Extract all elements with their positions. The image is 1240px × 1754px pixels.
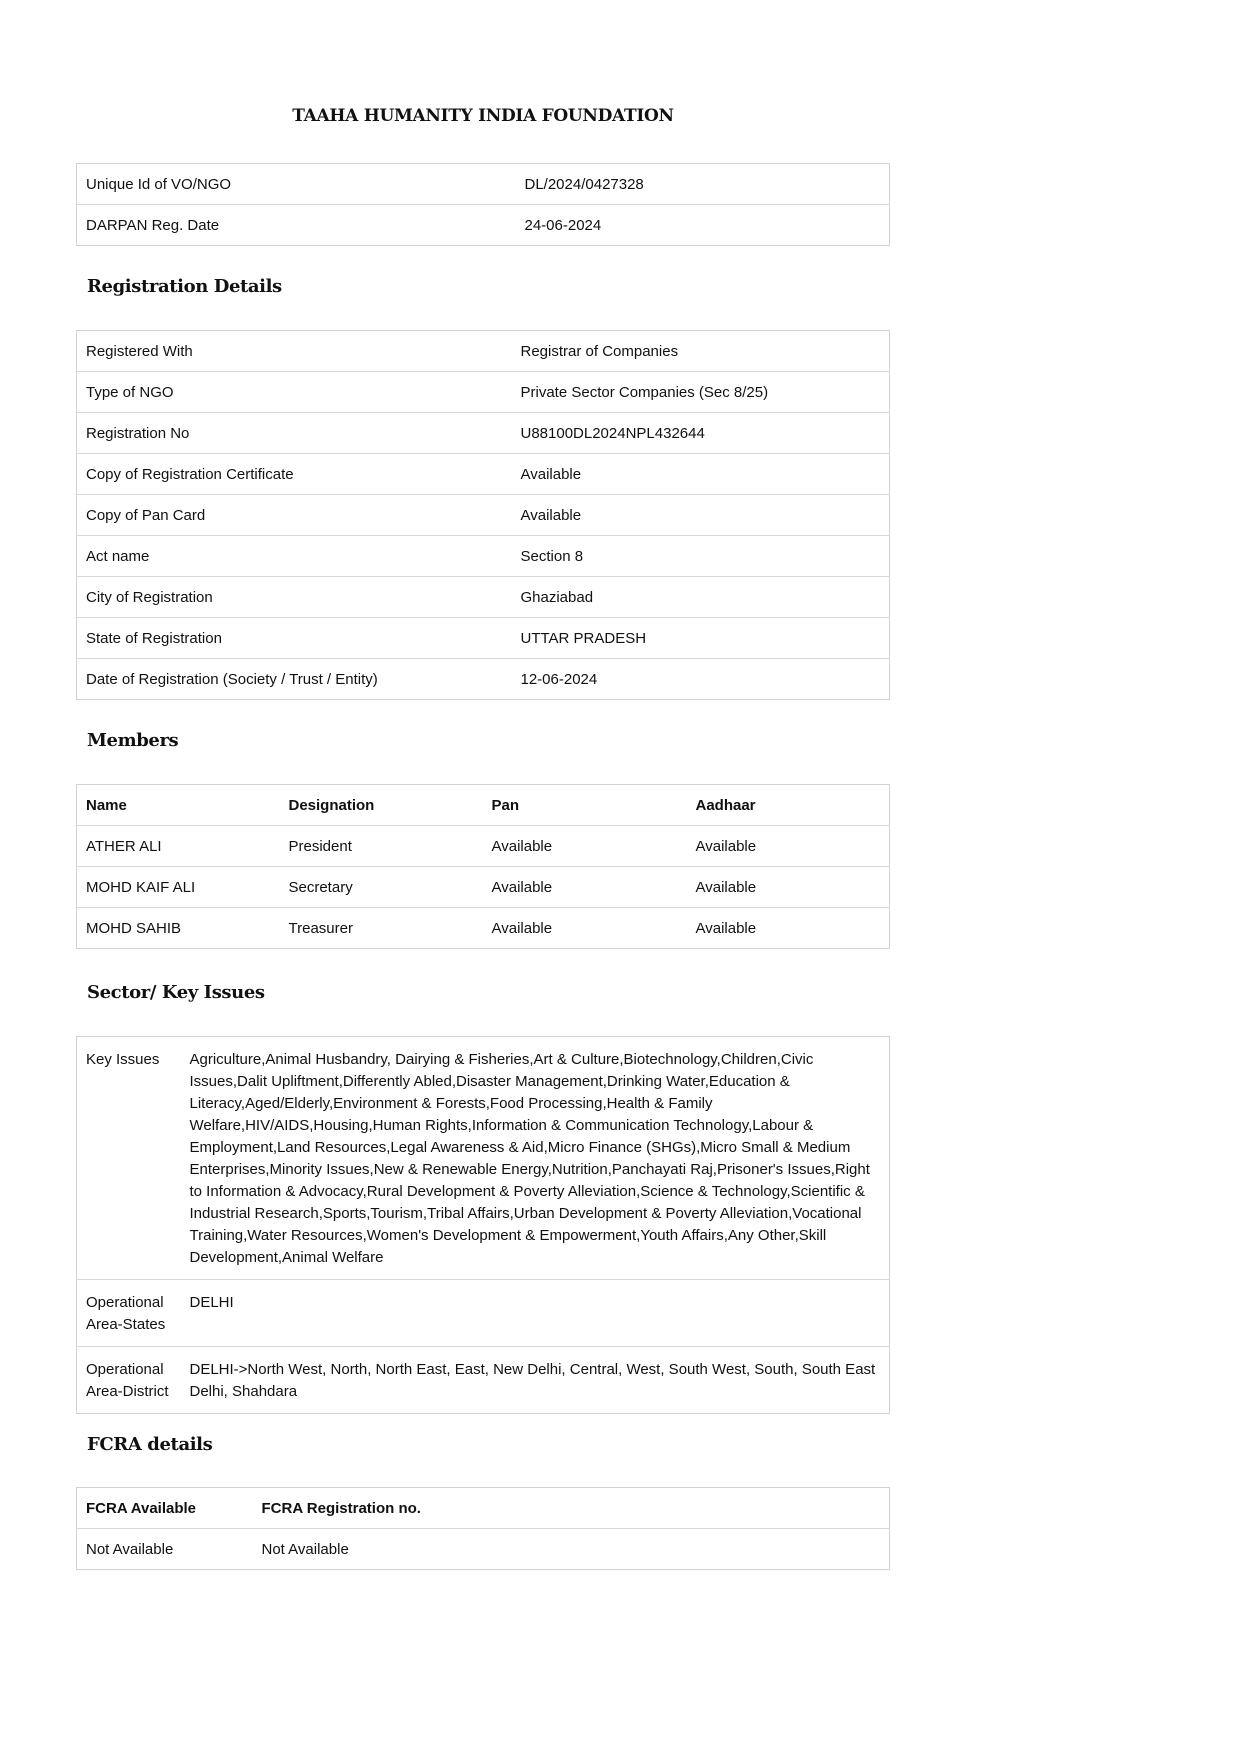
- table-header-row: [77, 1488, 890, 1529]
- registration-table: [76, 330, 890, 700]
- cell-value: UTTAR PRADESH: [512, 618, 890, 659]
- table-row: [77, 331, 890, 372]
- table-row: [77, 618, 890, 659]
- cell-label: City of Registration: [77, 577, 512, 618]
- cell-label: Registered With: [86, 342, 193, 360]
- cell-value: Registrar of Companies: [520, 342, 679, 360]
- column-header-aadhaar: Aadhaar: [695, 796, 756, 814]
- operational-states-value: DELHI: [181, 1280, 890, 1347]
- cell-value: Available: [512, 495, 890, 536]
- fcra-available-value: Not Available: [77, 1529, 253, 1570]
- column-header-fcra-registration-no: FCRA Registration no.: [261, 1499, 421, 1517]
- operational-states-label: Operational Area-States: [77, 1280, 181, 1347]
- table-row: [77, 826, 890, 867]
- table-row: [77, 1347, 890, 1414]
- key-issues-value: Agriculture,Animal Husbandry, Dairying & Fisheries,Art & Culture,Biotechnology,Children,Civic Issues,Dalit Upliftment,Differently Abled,Disaster Management,Drinking Water,Education & Literacy,Aged/Elderly,Environment & Forests,Food Processing,Health & Family Welfare,HIV/AIDS,Housing,Human Rights,Information & Communication Technology,Labour & Employment,Land Resources,Legal Awareness & Aid,Micro Finance (SHGs),Micro Small & Medium Enterprises,Minority Issues,New & Renewable Energy,Nutrition,Panchayati Raj,Prisoner's Issues,Right to Information & Advocacy,Rural Development & Poverty Alleviation,Science & Technology,Scientific & Industrial Research,Sports,Tourism,Tribal Affairs,Urban Development & Poverty Alleviation,Vocational Training,Water Resources,Women's Development & Empowerment,Youth Affairs,Any Other,Skill Development,Animal Welfare: [189, 1051, 870, 1266]
- unique-id-label: Unique Id of VO/NGO: [86, 175, 232, 193]
- column-header-pan: Pan: [491, 796, 520, 814]
- table-row: [77, 372, 890, 413]
- table-row: [77, 413, 890, 454]
- cell-label: Type of NGO: [77, 372, 512, 413]
- member-aadhaar: Available: [687, 826, 890, 867]
- table-row: [77, 536, 890, 577]
- darpan-date-label: DARPAN Reg. Date: [77, 205, 516, 246]
- cell-value: Private Sector Companies (Sec 8/25): [512, 372, 890, 413]
- organization-title: TAAHA HUMANITY INDIA FOUNDATION: [292, 106, 674, 126]
- member-name: ATHER ALI: [77, 826, 280, 867]
- cell-label: Registration No: [77, 413, 512, 454]
- registration-heading: Registration Details: [87, 276, 282, 297]
- cell-label: State of Registration: [77, 618, 512, 659]
- member-pan: Available: [483, 867, 687, 908]
- darpan-date-value: 24-06-2024: [516, 205, 890, 246]
- member-name: MOHD SAHIB: [77, 908, 280, 949]
- operational-district-value: DELHI->North West, North, North East, East, New Delhi, Central, West, South West, South, South East Delhi, Shahdara: [181, 1347, 890, 1414]
- member-name: MOHD KAIF ALI: [77, 867, 280, 908]
- cell-label: Copy of Pan Card: [77, 495, 512, 536]
- member-aadhaar: Available: [687, 867, 890, 908]
- cell-value: 12-06-2024: [512, 659, 890, 700]
- table-row: [77, 454, 890, 495]
- table-row: [77, 495, 890, 536]
- member-aadhaar: Available: [687, 908, 890, 949]
- member-designation: Secretary: [280, 867, 483, 908]
- member-pan: Available: [483, 908, 687, 949]
- column-header-designation: Designation: [288, 796, 375, 814]
- cell-label: Date of Registration (Society / Trust / Entity): [77, 659, 512, 700]
- table-row: [77, 867, 890, 908]
- column-header-name: Name: [86, 796, 127, 814]
- members-heading: Members: [87, 730, 179, 751]
- cell-label: Copy of Registration Certificate: [77, 454, 512, 495]
- cell-label: Act name: [77, 536, 512, 577]
- column-header-fcra-available: FCRA Available: [86, 1499, 197, 1517]
- fcra-registration-no-value: Not Available: [253, 1529, 890, 1570]
- operational-district-label: Operational Area-District: [77, 1347, 181, 1414]
- member-pan: Available: [483, 826, 687, 867]
- table-row: [77, 1529, 890, 1570]
- key-issues-label: Key Issues: [86, 1051, 160, 1068]
- members-table: [76, 784, 890, 949]
- table-row: [77, 659, 890, 700]
- cell-value: Section 8: [512, 536, 890, 577]
- member-designation: Treasurer: [280, 908, 483, 949]
- table-row: [77, 1037, 890, 1280]
- cell-value: Available: [512, 454, 890, 495]
- table-row: [77, 205, 890, 246]
- table-row: [77, 1280, 890, 1347]
- cell-value: Ghaziabad: [512, 577, 890, 618]
- member-designation: President: [280, 826, 483, 867]
- cell-value: U88100DL2024NPL432644: [512, 413, 890, 454]
- sector-table: [76, 1036, 890, 1414]
- ngo-id-table: [76, 163, 890, 246]
- fcra-table: [76, 1487, 890, 1570]
- table-row: [77, 164, 890, 205]
- table-row: [77, 908, 890, 949]
- sector-heading: Sector/ Key Issues: [87, 982, 265, 1003]
- table-header-row: [77, 785, 890, 826]
- unique-id-value: DL/2024/0427328: [524, 175, 644, 193]
- fcra-heading: FCRA details: [87, 1434, 213, 1455]
- table-row: [77, 577, 890, 618]
